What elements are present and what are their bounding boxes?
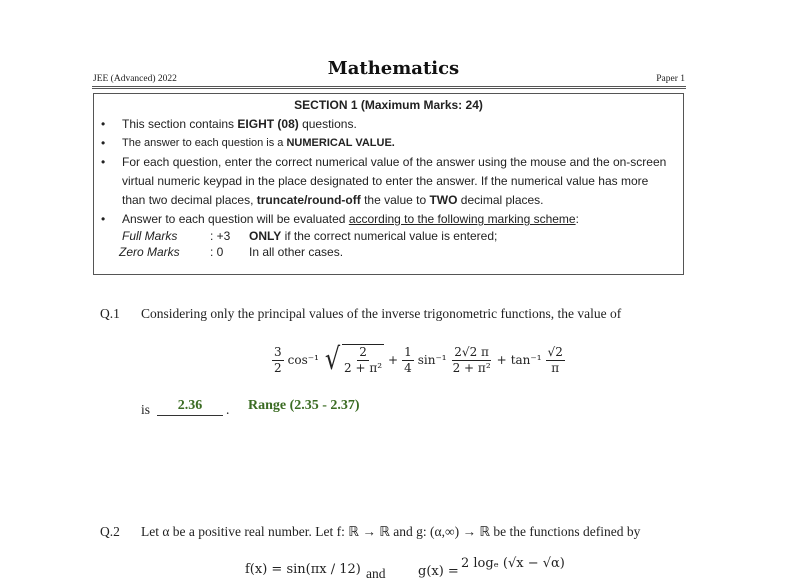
answer-value: 2.36	[177, 398, 203, 413]
answer-suffix: .	[226, 402, 230, 417]
answer-range: Range (2.35 - 2.37)	[248, 398, 360, 413]
fraction: $\frac{3}{2}$	[274, 344, 282, 375]
marking-full: Full Marks : +3 ONLY if the correct numerical value is entered;	[122, 229, 498, 243]
instruction-item: • The answer to each question is a NUMERICAL VALUE.	[94, 134, 683, 153]
section-title: SECTION 1 (Maximum Marks: 24)	[294, 98, 483, 112]
instruction-item: • For each question, enter the correct numerical value of the answer using the mouse and the on-screen virtual numeric keypad in the place designated to enter the answer. If the numerical value has more than two decimal places, truncate/round-off the value to TWO decimal places.	[94, 153, 683, 210]
question-number: Q.2	[100, 524, 120, 539]
question-text: Let α be a positive real number. Let f: ℝ → ℝ and g: (α,∞) → ℝ be the functions defined by	[141, 524, 641, 539]
marking-zero: Zero Marks : 0 In all other cases.	[119, 245, 344, 259]
answer-prefix: is	[141, 402, 151, 417]
paper-label: Paper 1	[656, 74, 685, 84]
page-title: Mathematics	[327, 58, 460, 79]
g-lhs: g(x) =	[418, 564, 459, 579]
f-definition: f(x) = sin(πx / 12)	[245, 562, 361, 577]
and-word: and	[366, 566, 386, 581]
answer-blank	[157, 415, 223, 416]
instruction-list	[94, 115, 683, 229]
instruction-item: • Answer to each question will be evaluated according to the following marking scheme:	[94, 210, 683, 229]
instructions-box	[93, 93, 684, 275]
question-number: Q.1	[100, 306, 120, 321]
header-rule	[92, 86, 686, 89]
q1-expression: $\frac{3}{2}$ cos⁻¹ √ $\frac{2}{\text{2 + π²}}$ + $\frac{1}{4}$ sin⁻¹ $\frac{2√2 \pi}{\text{2 + π²}}$ + tan⁻¹ $\frac{√2}{\pi}$	[274, 342, 563, 377]
instruction-item: • This section contains EIGHT (08) questions.	[94, 115, 683, 134]
g-numerator: 2 logₑ (√x − √α)	[461, 556, 565, 571]
exam-name: JEE (Advanced) 2022	[93, 74, 177, 84]
question-text: Considering only the principal values of the inverse trigonometric functions, the value of	[141, 306, 622, 321]
